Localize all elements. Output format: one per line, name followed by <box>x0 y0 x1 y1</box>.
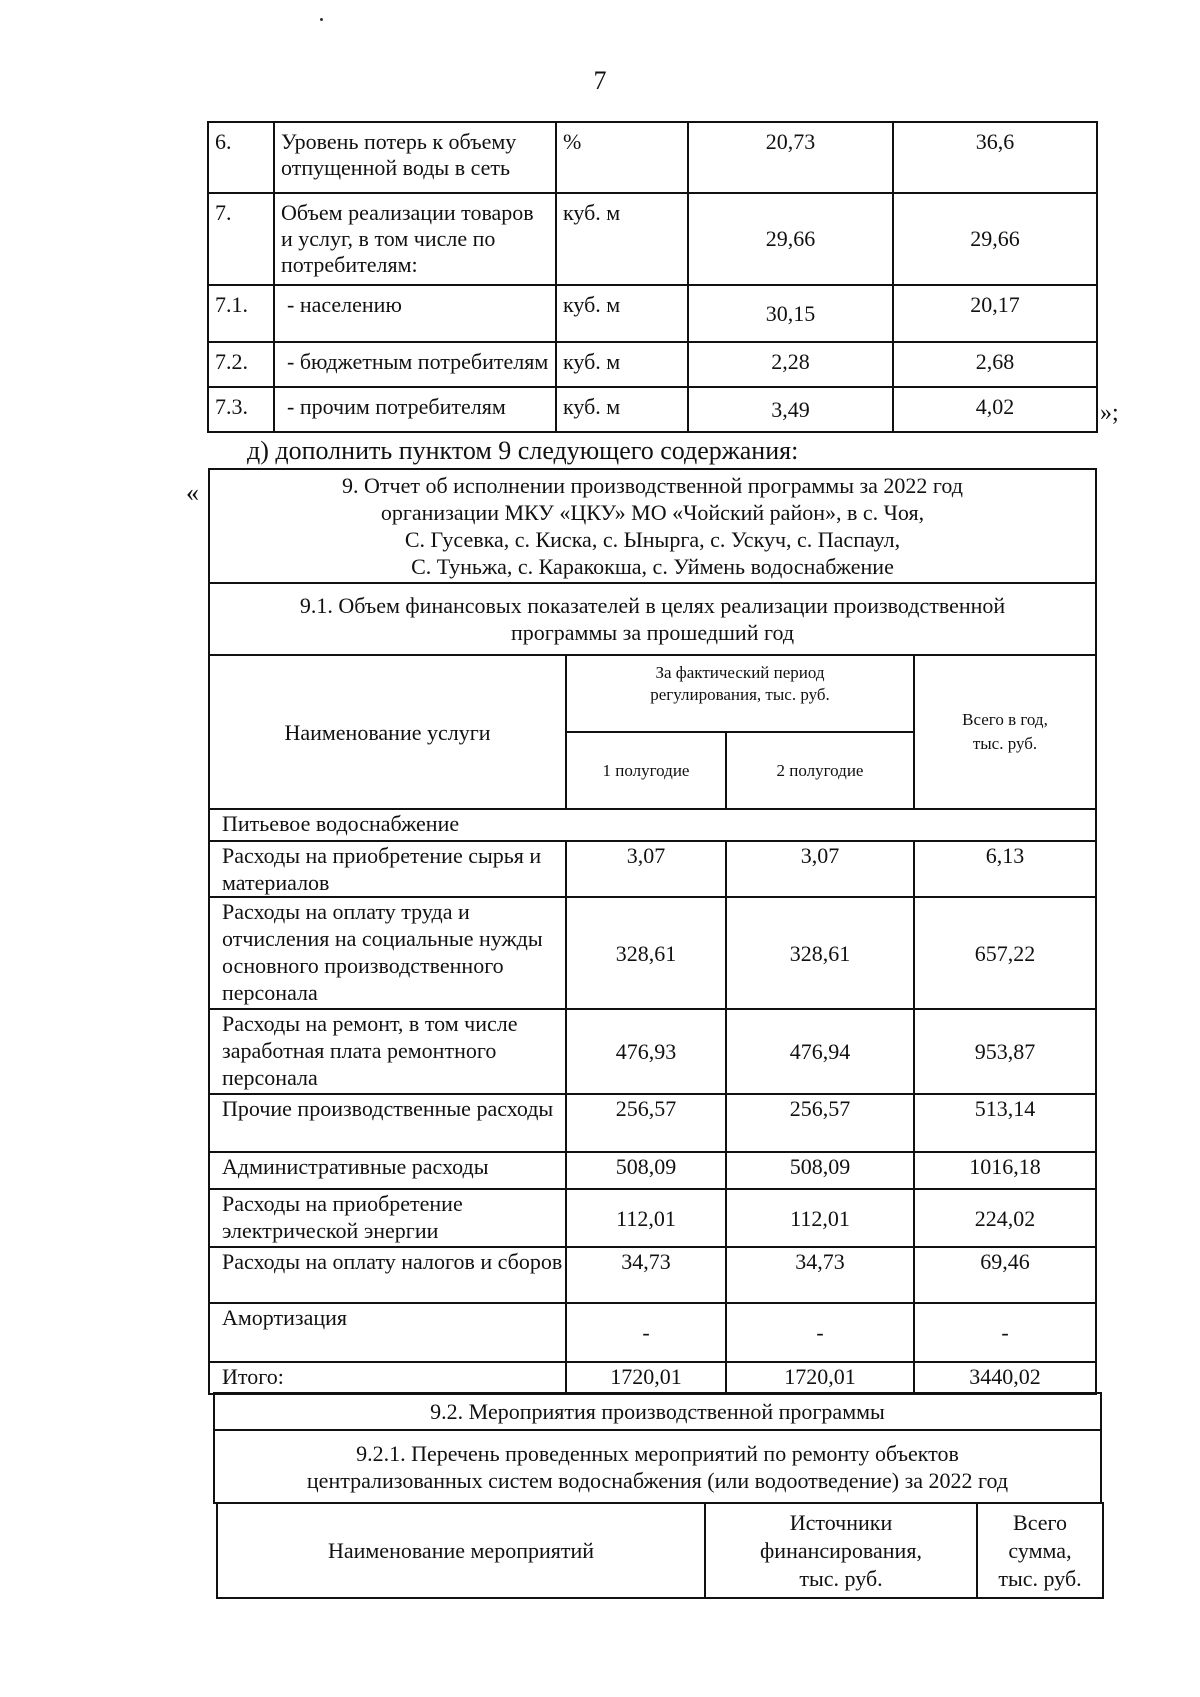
row-unit: куб. м <box>556 285 688 342</box>
row-unit: куб. м <box>556 342 688 387</box>
amendment-line: д) дополнить пунктом 9 следующего содержания: <box>247 436 799 465</box>
row-name: - прочим потребителям <box>274 387 556 432</box>
table-row <box>209 841 1096 897</box>
header-service: Наименование услуги <box>209 655 566 809</box>
expense-name: Расходы на оплату налогов и сборов <box>209 1247 566 1303</box>
header-total <box>914 655 1096 809</box>
expense-name: Расходы на ремонт, в том числе заработная плата ремонтного персонала <box>209 1009 566 1094</box>
expense-name: Расходы на оплату труда и отчисления на социальные нужды основного производственного персонала <box>209 897 566 1009</box>
indicators-table <box>207 121 1098 433</box>
expense-h1: 476,93 <box>566 1009 726 1094</box>
expense-total: 6,13 <box>914 841 1096 897</box>
row-value-2: 36,6 <box>893 122 1097 193</box>
row-value-2: 2,68 <box>893 342 1097 387</box>
header-period-line: За фактический период <box>655 663 825 682</box>
expense-name: Расходы на приобретение электрической энергии <box>209 1189 566 1247</box>
expense-h2: 256,57 <box>726 1094 914 1152</box>
header-event-name: Наименование мероприятий <box>217 1503 705 1598</box>
expense-name: Прочие производственные расходы <box>209 1094 566 1152</box>
subsection-9-2: 9.2. Мероприятия производственной программы <box>214 1393 1101 1430</box>
table-row <box>209 1009 1096 1094</box>
table-row <box>208 122 1097 193</box>
expense-h2: 328,61 <box>726 897 914 1009</box>
section-title-line: С. Туньжа, с. Каракокша, с. Уймень водоснабжение <box>411 554 894 579</box>
row-unit: куб. м <box>556 387 688 432</box>
events-table <box>216 1502 1104 1599</box>
header-total-line: Всего в год, <box>962 710 1048 729</box>
table-row <box>208 193 1097 285</box>
expense-h1: 328,61 <box>566 897 726 1009</box>
subsection-line: программы за прошедший год <box>510 620 795 645</box>
header-sum-line: Всего <box>1013 1509 1067 1535</box>
total-row <box>209 1362 1096 1394</box>
header-funding-line: финансирования, <box>760 1537 922 1563</box>
expense-h1: 34,73 <box>566 1247 726 1303</box>
expense-name: Расходы на приобретение сырья и материалов <box>209 841 566 897</box>
header-period <box>566 655 914 732</box>
row-number: 7.1. <box>208 285 274 342</box>
row-number: 7.3. <box>208 387 274 432</box>
expense-total: 657,22 <box>914 897 1096 1009</box>
closing-quote: »; <box>1100 400 1119 426</box>
row-value-2: 29,66 <box>893 193 1097 285</box>
expense-total: 1016,18 <box>914 1152 1096 1189</box>
row-number: 6. <box>208 122 274 193</box>
expense-h2: 3,07 <box>726 841 914 897</box>
expense-total: 224,02 <box>914 1189 1096 1247</box>
row-value-1: 3,49 <box>688 387 893 432</box>
expense-h2: - <box>726 1303 914 1362</box>
header-funding <box>705 1503 977 1598</box>
row-name: Уровень потерь к объему отпущенной воды в сеть <box>274 122 556 193</box>
table-row <box>209 1152 1096 1189</box>
expense-h1: 112,01 <box>566 1189 726 1247</box>
row-value-2: 20,17 <box>893 285 1097 342</box>
table-row <box>208 387 1097 432</box>
category-row <box>209 809 1096 841</box>
subsection-row <box>214 1430 1101 1503</box>
measures-heading-table <box>213 1392 1102 1504</box>
subsection-row <box>209 583 1096 655</box>
table-row <box>209 1094 1096 1152</box>
expense-h2: 34,73 <box>726 1247 914 1303</box>
expense-h1: 3,07 <box>566 841 726 897</box>
section-title-line: С. Гусевка, с. Киска, с. Ыныргa, с. Ускуч, с. Паспаул, <box>404 527 901 552</box>
expense-total: 69,46 <box>914 1247 1096 1303</box>
expense-h2: 508,09 <box>726 1152 914 1189</box>
table-row <box>209 1303 1096 1362</box>
subsection-line: 9.1. Объем финансовых показателей в целях реализации производственной <box>299 593 1006 618</box>
expense-total: 953,87 <box>914 1009 1096 1094</box>
expense-name: Амортизация <box>209 1303 566 1362</box>
expense-total: 513,14 <box>914 1094 1096 1152</box>
subsection-line: 9.2.1. Перечень проведенных мероприятий по ремонту объектов <box>356 1440 959 1466</box>
row-number: 7. <box>208 193 274 285</box>
section-title-line: организации МКУ «ЦКУ» МО «Чойский район», в с. Чоя, <box>380 500 925 525</box>
row-name: Объем реализации товаров и услуг, в том числе по потребителям: <box>274 193 556 285</box>
expense-h1: - <box>566 1303 726 1362</box>
row-number: 7.2. <box>208 342 274 387</box>
section-title-row <box>209 469 1096 583</box>
page-number: 7 <box>593 66 607 95</box>
expense-name: Административные расходы <box>209 1152 566 1189</box>
table-row <box>208 342 1097 387</box>
header-h2: 2 полугодие <box>726 732 914 809</box>
row-value-1: 30,15 <box>688 285 893 342</box>
expense-h1: 508,09 <box>566 1152 726 1189</box>
row-unit: куб. м <box>556 193 688 285</box>
table-row <box>208 285 1097 342</box>
expense-h2: 112,01 <box>726 1189 914 1247</box>
section-title <box>209 469 1096 583</box>
row-value-1: 29,66 <box>688 193 893 285</box>
expense-total: - <box>914 1303 1096 1362</box>
category-label: Питьевое водоснабжение <box>209 809 1096 841</box>
expense-h2: 476,94 <box>726 1009 914 1094</box>
subsection-line: централизованных систем водоснабжения (или водоотведение) за 2022 год <box>306 1467 1009 1493</box>
row-name: - бюджетным потребителям <box>274 342 556 387</box>
row-value-1: 2,28 <box>688 342 893 387</box>
row-value-2: 4,02 <box>893 387 1097 432</box>
total-h2: 1720,01 <box>726 1362 914 1394</box>
table-row <box>209 897 1096 1009</box>
header-sum-line: сумма, <box>1008 1537 1072 1563</box>
header-total-line: тыс. руб. <box>972 734 1038 753</box>
header-sum <box>977 1503 1103 1598</box>
row-value-1: 20,73 <box>688 122 893 193</box>
scan-speck <box>320 18 323 21</box>
total-h1: 1720,01 <box>566 1362 726 1394</box>
header-h1: 1 полугодие <box>566 732 726 809</box>
row-unit: % <box>556 122 688 193</box>
table-row <box>209 1247 1096 1303</box>
subsection-row <box>214 1393 1101 1430</box>
row-name: - населению <box>274 285 556 342</box>
opening-quote: « <box>186 478 199 507</box>
total-sum: 3440,02 <box>914 1362 1096 1394</box>
header-row <box>209 655 1096 732</box>
header-row <box>217 1503 1103 1598</box>
financial-table <box>208 468 1097 1395</box>
header-sum-line: тыс. руб. <box>998 1565 1082 1591</box>
header-funding-line: тыс. руб. <box>799 1565 883 1591</box>
table-row <box>209 1189 1096 1247</box>
header-funding-line: Источники <box>789 1509 893 1535</box>
expense-h1: 256,57 <box>566 1094 726 1152</box>
total-label: Итого: <box>209 1362 566 1394</box>
section-title-line: 9. Отчет об исполнении производственной программы за 2022 год <box>342 473 963 498</box>
subsection-9-1 <box>209 583 1096 655</box>
subsection-9-2-1 <box>214 1430 1101 1503</box>
header-period-line: регулирования, тыс. руб. <box>650 685 830 704</box>
